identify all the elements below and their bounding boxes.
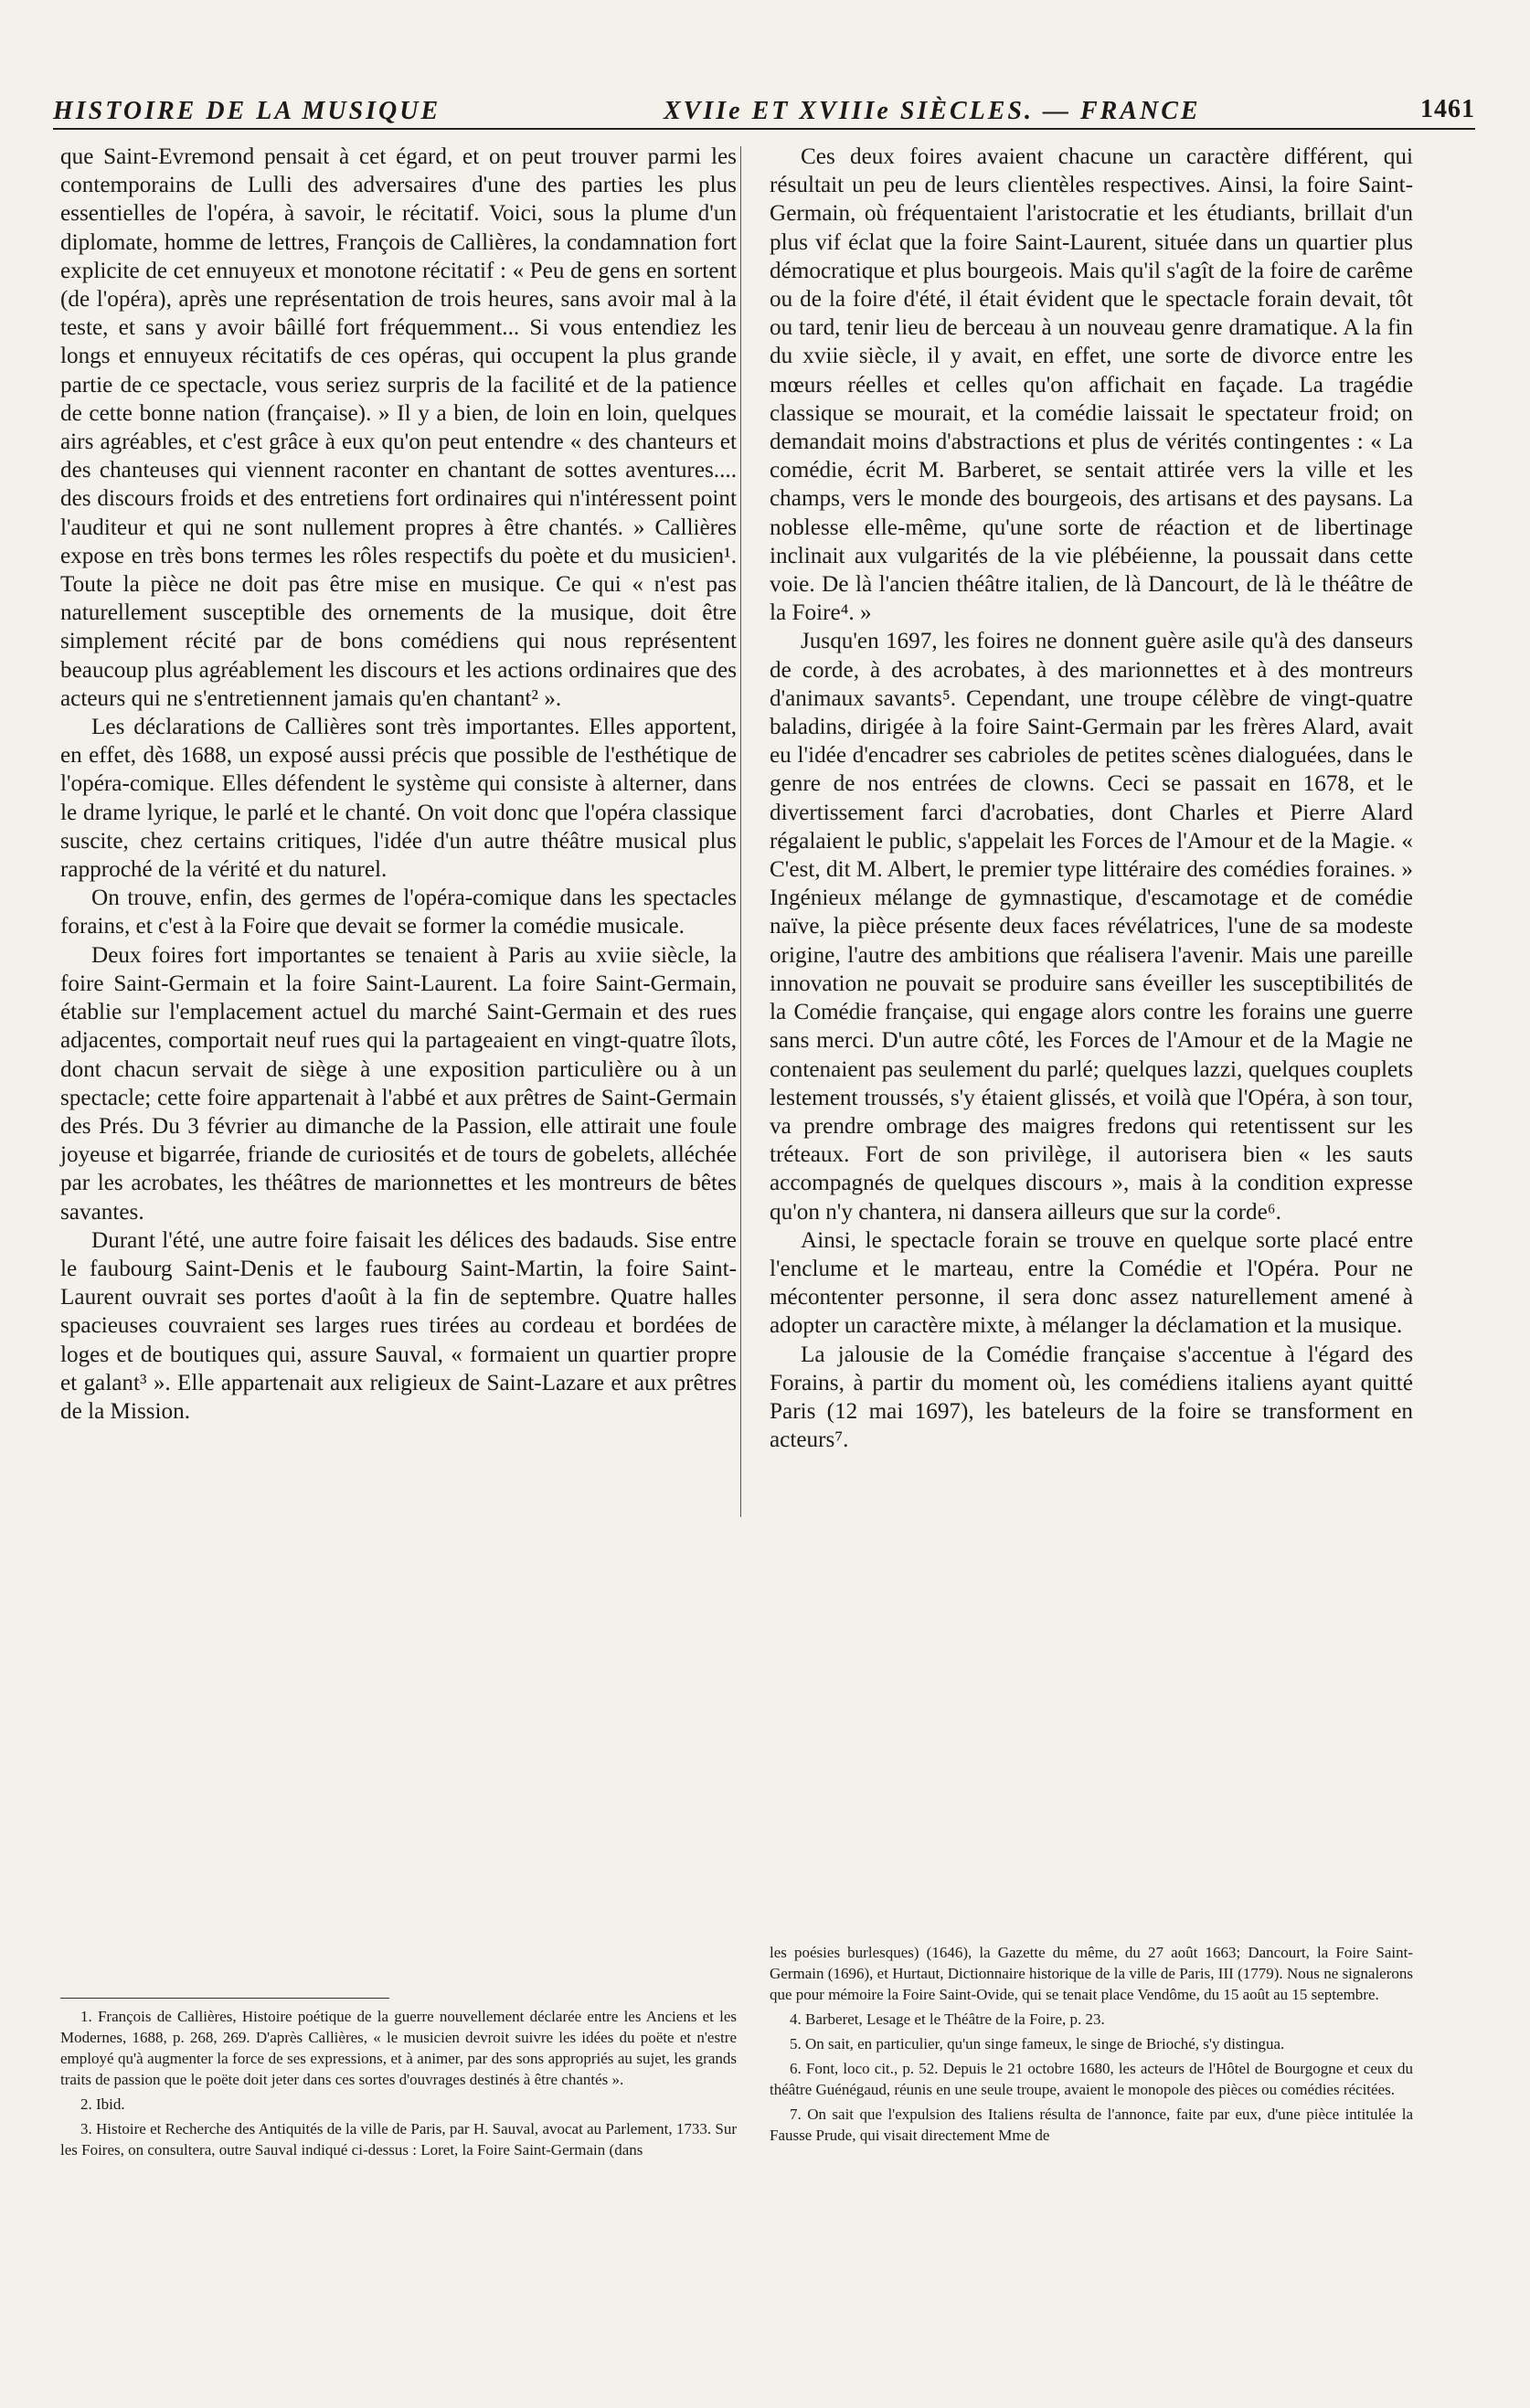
footnote: 6. Font, loco cit., p. 52. Depuis le 21 octobre 1680, les acteurs de l'Hôtel de Bourgogne et ceux du théâtre Guénégaud, réunis en une seule troupe, avaient le monopole des pièces ou comédies récitées. xyxy=(770,2060,1413,2098)
paragraph: Jusqu'en 1697, les foires ne donnent guère asile qu'à des danseurs de corde, à des acrobates, à des marionnettes et à des montreurs d'animaux savants⁵. Cependant, une troupe célèbre de vingt-quatre baladins, dirigée à la foire Saint-Germain par les frères Alard, avait eu l'idée d'encadrer ses cabrioles de petites scènes dialoguées, dans le genre de nos entrées de clowns. Ceci se passait en 1678, et le divertissement farci d'acrobaties, dont Charles et Pierre Alard régalaient le public, s'appelait les Forces de l'Amour et de la Magie. « C'est, dit M. Albert, le premier type littéraire des comédies foraines. » Ingénieux mélange de gymnastique, d'escamotage et de comédie naïve, la pièce présente deux faces révélatrices, l'une de sa modeste origine, l'autre des ambitions que réalisera l'avenir. Mais une pareille innovation ne pouvait se produire sans éveiller les susceptibilités de la Comédie française, qui engage alors contre les forains une guerre sans merci. D'un autre côté, les Forces de l'Amour et de la Magie ne contenaient pas seulement du parlé; quelques lazzi, quelques couplets lestement troussés, s'y étaient glissés, et voilà que l'Opéra, à son tour, va prendre ombrage des maigres fredons qui retentissent sur les tréteaux. Fort de son privilège, il autorisera bien « les sauts accompagnés de quelques discours », mais à la condition expresse qu'on n'y chantera, ni dansera ailleurs que sur la corde⁶. xyxy=(770,629,1413,1225)
footnote: les poésies burlesques) (1646), la Gazette du même, du 27 août 1663; Dancourt, la Foire Saint-Germain (1696), et Hurtaut, Dictionnaire historique de la ville de Paris, III (1779). Nous ne signalerons que pour mémoire la Foire Saint-Ovide, qui se tenait place Vendôme, du 15 août au 15 septembre. xyxy=(770,1944,1413,2003)
paragraph: Ces deux foires avaient chacune un caractère différent, qui résultait un peu de leurs clientèles respectives. Ainsi, la foire Saint-Germain, où fréquentaient l'aristocratie et les étudiants, brillait d'un plus vif éclat que la foire Saint-Laurent, située dans un quartier plus démocratique et plus bourgeois. Mais qu'il s'agît de la foire de carême ou de la foire d'été, il était évident que le spectacle forain devait, tôt ou tard, tenir lieu de berceau à un nouveau genre dramatique. A la fin du xviie siècle, il y avait, en effet, une sorte de divorce entre les mœurs réelles et celles qu'on affichait en façade. La tragédie classique se mourait, et la comédie laissait le spectateur froid; on demandait moins d'abstractions et plus de vérités contingentes : « La comédie, écrit M. Barberet, se sentait attirée vers la ville et les champs, vers le monde des bourgeois, des artisans et des paysans. La noblesse elle-même, qu'une sorte de réaction et de libertinage inclinait aux vulgarités de la vie plébéienne, la poussait dans cette voie. De là l'ancien théâtre italien, de là Dancourt, de là le théâtre de la Foire⁴. » xyxy=(770,144,1413,626)
paragraph: Les déclarations de Callières sont très importantes. Elles apportent, en effet, dès 1688, un exposé aussi précis que possible de l'esthétique de l'opéra-comique. Elles défendent le système qui consiste à alterner, dans le drame lyrique, le parlé et le chanté. On voit donc que l'opéra classique suscite, chez certains critiques, l'idée d'un autre théâtre musical plus rapproché de la vérité et du naturel. xyxy=(60,715,737,883)
paragraph: On trouve, enfin, des germes de l'opéra-comique dans les spectacles forains, et c'est à la Foire que devait se former la comédie musicale. xyxy=(60,886,737,939)
right-column xyxy=(770,143,1413,1454)
footnote: 5. On sait, en particulier, qu'un singe fameux, le singe de Brioché, s'y distingua. xyxy=(790,2035,1285,2053)
footnotes-right xyxy=(770,1942,1413,2149)
paragraph: Deux foires fort importantes se tenaient à Paris au xviie siècle, la foire Saint-Germain et la foire Saint-Laurent. La foire Saint-Germain, établie sur l'emplacement actuel du marché Saint-Germain et des rues adjacentes, comportait neuf rues qui la partageaient en vingt-quatre îlots, dont chacun servait de siège à une exposition particulière ou à un spectacle; cette foire appartenait à l'abbé et aux prêtres de Saint-Germain des Prés. Du 3 février au dimanche de la Passion, elle attirait une foule joyeuse et bigarrée, friande de curiosités et de tours de gobelets, alléchée par les acrobates, les théâtres de marionnettes et les montreurs de bêtes savantes. xyxy=(60,942,737,1225)
footnote-rule xyxy=(60,1998,389,1999)
paragraph: que Saint-Evremond pensait à cet égard, et on peut trouver parmi les contemporains de Lulli des adversaires d'une des parties les plus essentielles de l'opéra, à savoir, le récitatif. Voici, sous la plume d'un diplomate, homme de lettres, François de Callières, la condamnation fort explicite de cet ennuyeux et monotone récitatif : « Peu de gens en sortent (de l'opéra), après une représentation de trois heures, sans avoir mal à la teste, et sans y avoir bâillé fort fréquemment... Si vous entendiez les longs et ennuyeux récitatifs de ces opéras, qui occupent la plus grande partie de ce spectacle, vous seriez surpris de la facilité et de la patience de cette bonne nation (française). » Il y a bien, de loin en loin, quelques airs agréables, et c'est grâce à eux qu'on peut entendre « des chanteurs et des chanteuses qui viennent raconter en chantant de sottes aventures.... des discours froids et des entretiens fort ordinaires qui n'intéressent point l'auditeur et qui ne sont nullement propres à être chantés. » Callières expose en très bons termes les rôles respectifs du poète et du musicien¹. Toute la pièce ne doit pas être mise en musique. Ce qui « n'est pas naturellement susceptible des ornements de la musique, doit être simplement récité par de bons comédiens qui nous représentent beaucoup plus agréablement les discours et les actions ordinaires que des acteurs qui ne s'entretiennent jamais qu'en chantant² ». xyxy=(60,144,737,711)
footnote: 3. Histoire et Recherche des Antiquités de la ville de Paris, par H. Sauval, avocat au Parlement, 1733. Sur les Foires, on consultera, outre Sauval indiqué ci-dessus : Loret, la Foire Saint-Germain (dans xyxy=(60,2120,737,2159)
left-column xyxy=(60,143,737,1426)
paragraph: Durant l'été, une autre foire faisait les délices des badauds. Sise entre le faubourg Saint-Denis et le faubourg Saint-Martin, la foire Saint-Laurent ouvrait ses portes d'août à la fin de septembre. Quatre halles spacieuses couvraient ses larges rues tirées au cordeau et bordées de loges et de boutiques qui, assure Sauval, « formaient un quartier propre et galant³ ». Elle appartenait aux religieux de Saint-Lazare et aux prêtres de la Mission. xyxy=(60,1227,737,1424)
footnote: 1. François de Callières, Histoire poétique de la guerre nouvellement déclarée entre les Anciens et les Modernes, 1688, p. 268, 269. D'après Callières, « le musicien devroit suivre les idées du poëte et n'estre employé qu'à augmenter la force de ses expressions, et à animer, par des sons appropriés au sujet, les grands traits de passion que le poëte doit jeter dans ces sortes d'ouvrages destinés à être chantés ». xyxy=(60,2008,737,2088)
footnote: 2. Ibid. xyxy=(80,2095,125,2113)
paragraph: La jalousie de la Comédie française s'accentue à l'égard des Forains, à partir du moment où, les comédiens italiens ayant quitté Paris (12 mai 1697), les bateleurs de la foire se transforment en acteurs⁷. xyxy=(770,1342,1413,1453)
running-header xyxy=(53,91,1475,130)
footnote: 7. On sait que l'expulsion des Italiens résulta de l'annonce, faite par eux, d'une pièce intitulée la Fausse Prude, qui visait directement Mme de xyxy=(770,2106,1413,2144)
footnote: 4. Barberet, Lesage et le Théâtre de la Foire, p. 23. xyxy=(790,2010,1105,2028)
header-title: HISTOIRE DE LA MUSIQUE xyxy=(53,97,441,125)
column-divider xyxy=(740,146,741,1517)
header-section: XVIIe ET XVIIIe SIÈCLES. — FRANCE xyxy=(664,97,1201,125)
paragraph: Ainsi, le spectacle forain se trouve en quelque sorte placé entre l'enclume et le marteau, entre la Comédie et l'Opéra. Pour ne mécontenter personne, il sera donc assez naturellement amené à adopter un caractère mixte, à mélanger la déclamation et la musique. xyxy=(770,1227,1413,1339)
page-number: 1461 xyxy=(1420,95,1475,123)
footnotes-left xyxy=(60,1998,737,2164)
